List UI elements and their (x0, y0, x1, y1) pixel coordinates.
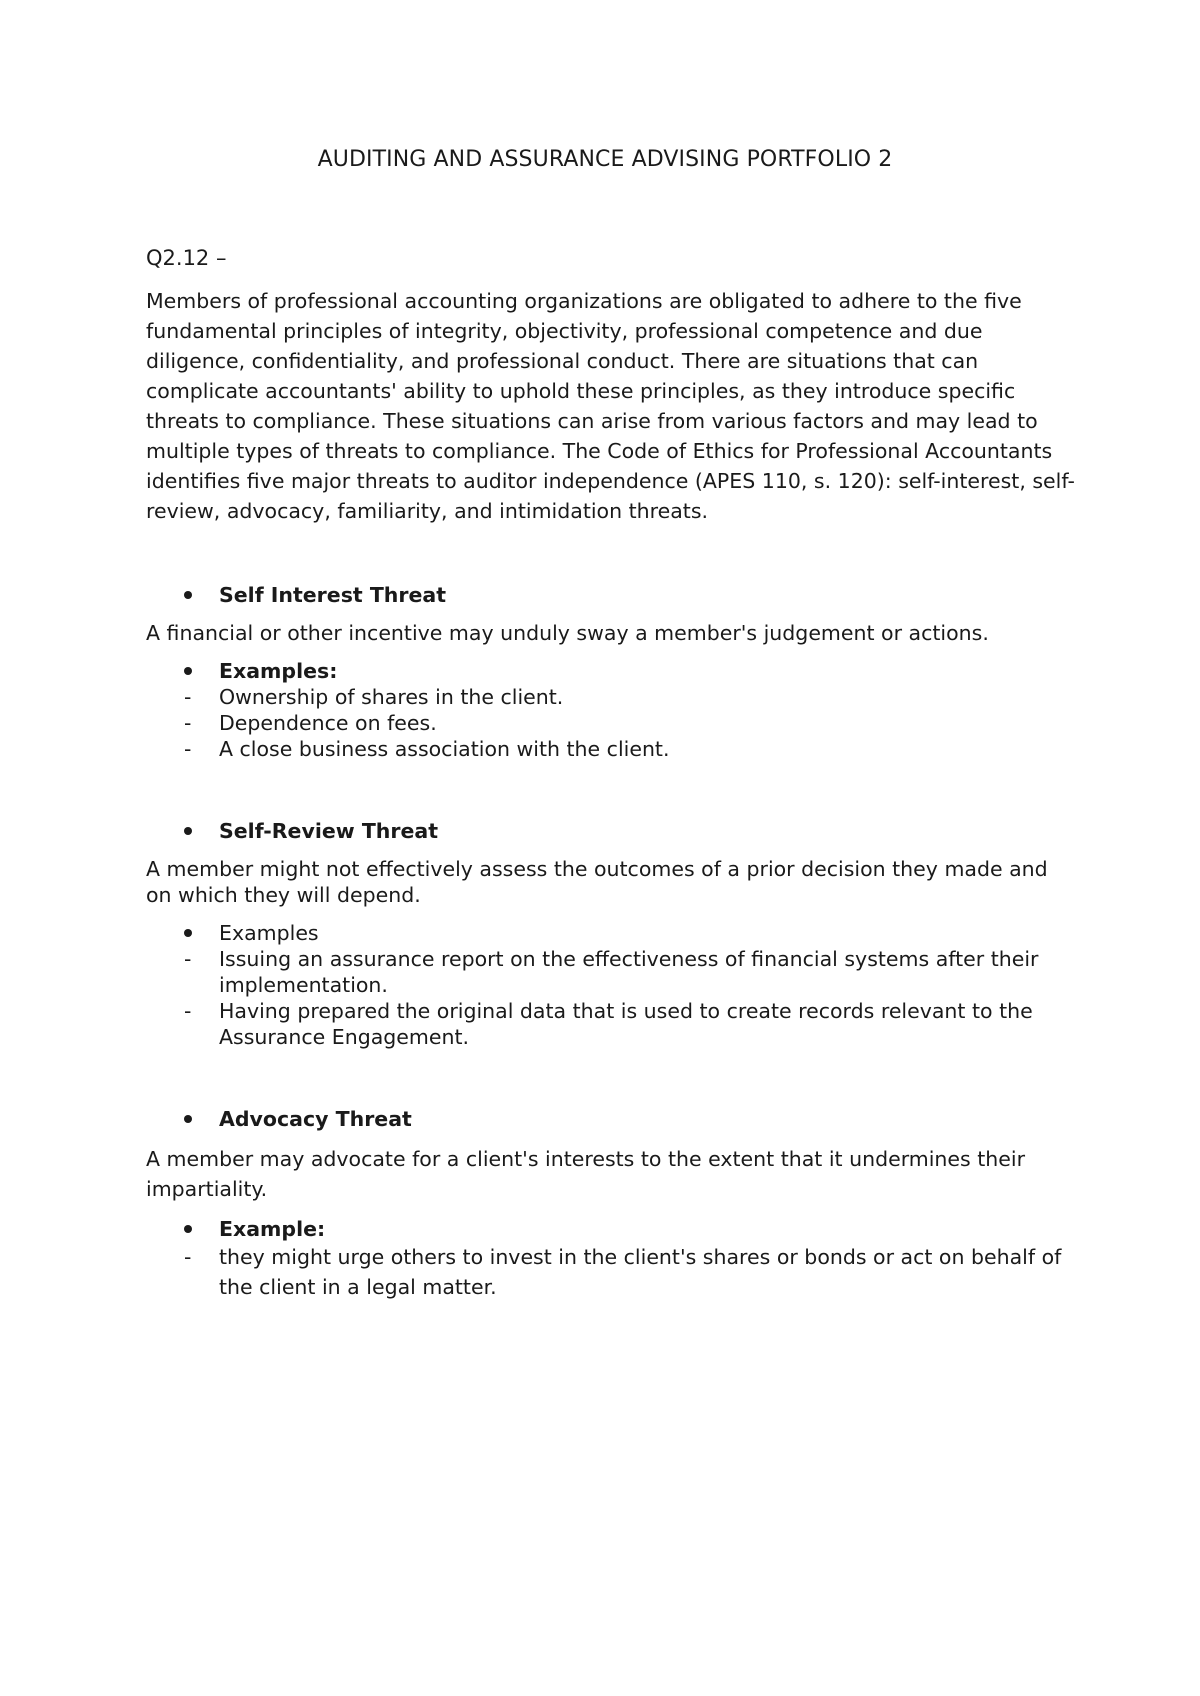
list-item (146, 1242, 1076, 1302)
list-item (146, 998, 1076, 1050)
section-heading-row (146, 818, 1076, 844)
examples-heading-row (146, 920, 1076, 946)
section-self-review (146, 818, 1076, 1050)
list-item-text: they might urge others to invest in the client's shares or bonds or act on behalf of the client in a legal matter. (219, 1245, 1062, 1299)
examples-label: Examples (219, 921, 319, 945)
examples-heading-row (146, 658, 1076, 684)
bullet-icon (146, 920, 219, 946)
dash-icon: - (184, 711, 192, 735)
dash-icon: - (184, 999, 192, 1023)
section-self-interest (146, 582, 1076, 762)
examples-label: Examples: (219, 659, 338, 683)
examples-label: Example: (219, 1217, 326, 1241)
list-item-text: A close business association with the client. (219, 737, 670, 761)
section-heading-row (146, 1106, 1076, 1132)
section-description: A financial or other incentive may unduly sway a member's judgement or actions. (146, 621, 989, 645)
dash-icon: - (184, 737, 192, 761)
bullet-icon (146, 658, 219, 684)
examples-heading-row (146, 1216, 1076, 1242)
list-item-text: Dependence on fees. (219, 711, 437, 735)
section-heading: Self Interest Threat (219, 583, 447, 607)
bullet-icon (146, 818, 219, 844)
section-heading: Advocacy Threat (219, 1107, 412, 1131)
list-item (146, 946, 1076, 998)
section-advocacy (146, 1106, 1076, 1302)
list-item (146, 710, 1076, 736)
intro-paragraph: Members of professional accounting organizations are obligated to adhere to the five fundamental principles of integrity, objectivity, professional competence and due diligence, confidentiality, and professional conduct. There are situations that can complicate accountants' ability to uphold these principles, as they introduce specific threats to compliance. These situations can arise from various factors and may lead to multiple types of threats to compliance. The Code of Ethics for Professional Accountants identifies five major threats to auditor independence (APES 110, s. 120): self-interest, self-review, advocacy, familiarity, and intimidation threats. (146, 289, 1075, 523)
list-item-text: Ownership of shares in the client. (219, 685, 564, 709)
question-number: Q2.12 – (146, 246, 227, 270)
section-description: A member may advocate for a client's interests to the extent that it undermines their impartiality. (146, 1147, 1025, 1201)
document-body (146, 244, 1076, 1302)
dash-icon: - (184, 947, 192, 971)
list-item (146, 684, 1076, 710)
bullet-icon (146, 1106, 219, 1132)
list-item-text: Issuing an assurance report on the effectiveness of financial systems after their implementation. (219, 947, 1039, 997)
section-heading-row (146, 582, 1076, 608)
section-description: A member might not effectively assess the outcomes of a prior decision they made and on which they will depend. (146, 857, 1048, 907)
dash-icon: - (184, 685, 192, 709)
bullet-icon (146, 582, 219, 608)
bullet-icon (146, 1216, 219, 1242)
dash-icon: - (184, 1245, 192, 1269)
section-heading: Self-Review Threat (219, 819, 439, 843)
list-item (146, 736, 1076, 762)
list-item-text: Having prepared the original data that is used to create records relevant to the Assurance Engagement. (219, 999, 1033, 1049)
document-title: AUDITING AND ASSURANCE ADVISING PORTFOLIO 2 (317, 147, 893, 172)
